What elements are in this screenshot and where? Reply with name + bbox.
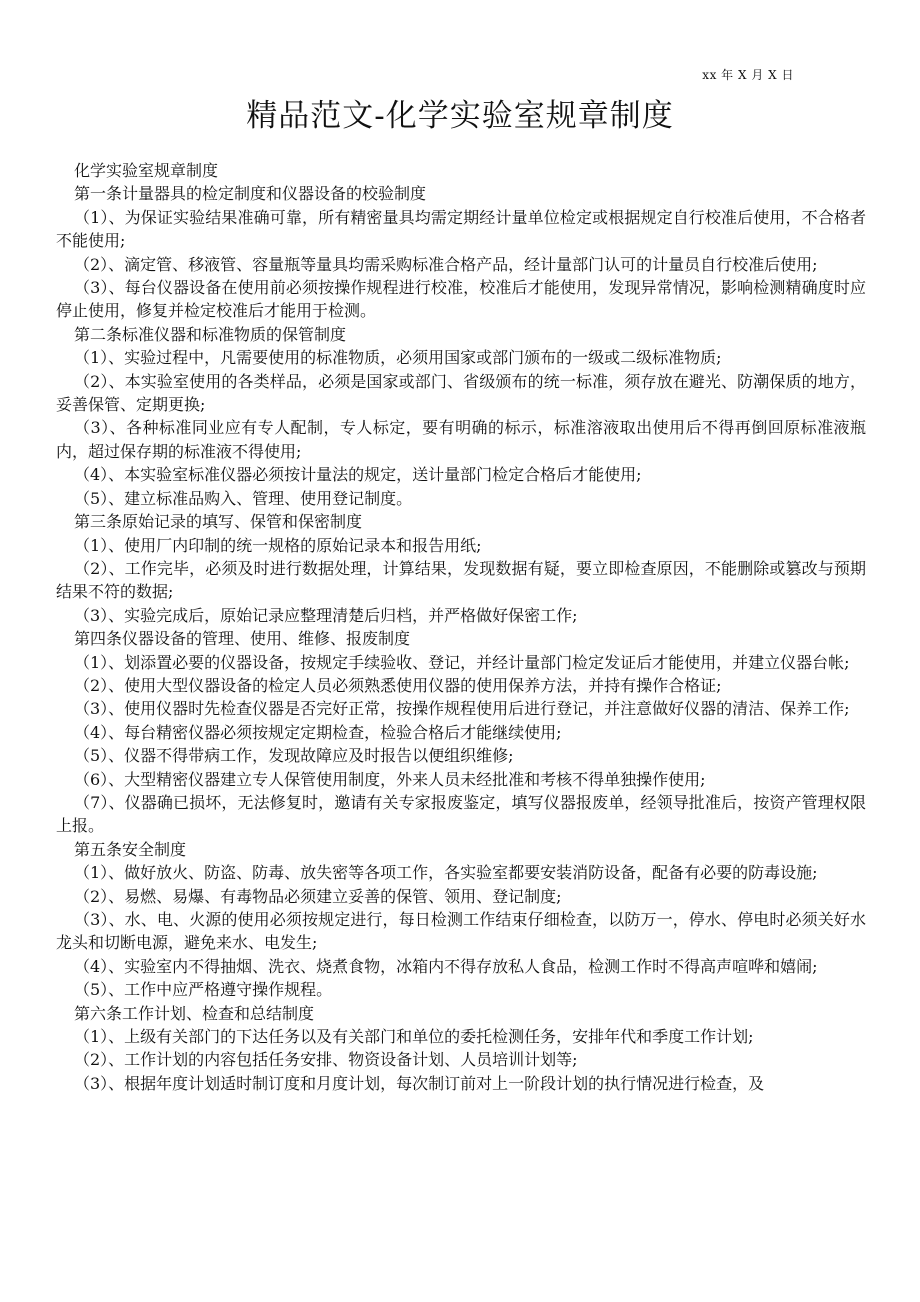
clause-5-4: （4）、实验室内不得抽烟、洗衣、烧煮食物，冰箱内不得存放私人食品，检测工作时不得高声喧哗和嬉闹; xyxy=(74,956,818,976)
clause-4-1: （1）、划添置必要的仪器设备，按规定手续验收、登记，并经计量部门检定发证后才能使用，并建立仪器台帐; xyxy=(74,652,850,672)
clause-2-3: （3）、各种标准同业应有专人配制，专人标定，要有明确的标示，标准溶液取出使用后不得再倒回原标准液瓶内，超过保存期的标准液不得使用; xyxy=(56,418,866,461)
clause-1-2: （2）、滴定管、移液管、容量瓶等量具均需采购标准合格产品，经计量部门认可的计量员自行校准后使用; xyxy=(74,254,818,274)
document-body xyxy=(56,159,866,1095)
article-heading-6: 第六条工作计划、检查和总结制度 xyxy=(74,1003,315,1023)
clause-3-1: （1）、使用厂内印制的统一规格的原始记录本和报告用纸; xyxy=(74,535,482,555)
clause-6-3: （3）、根据年度计划适时制订度和月度计划，每次制订前对上一阶段计划的执行情况进行检查，及 xyxy=(74,1073,765,1093)
clause-5-5: （5）、工作中应严格遵守操作规程。 xyxy=(74,980,333,1000)
clause-4-6: （6）、大型精密仪器建立专人保管使用制度，外来人员未经批准和考核不得单独操作使用; xyxy=(74,769,706,789)
clause-2-5: （5）、建立标准品购入、管理、使用登记制度。 xyxy=(74,488,413,508)
document-title: 精品范文-化学实验室规章制度 xyxy=(246,98,674,134)
heading-doc-title: 化学实验室规章制度 xyxy=(74,161,219,180)
article-heading-3: 第三条原始记录的填写、保管和保密制度 xyxy=(74,512,363,532)
clause-5-1: （1）、做好放火、防盗、防毒、放失密等各项工作，各实验室都要安装消防设备，配备有必要的防毒设施; xyxy=(74,863,818,883)
clause-6-2: （2）、工作计划的内容包括任务安排、物资设备计划、人员培训计划等; xyxy=(74,1050,578,1070)
clause-4-7: （7）、仪器确已损坏，无法修复时，邀请有关专家报废鉴定，填写仪器报废单，经领导批准后，按资产管理权限上报。 xyxy=(56,792,866,836)
clause-4-5: （5）、仪器不得带病工作，发现故障应及时报告以便组织维修; xyxy=(74,746,514,766)
clause-1-3: （3）、每台仪器设备在使用前必须按操作规程进行校准，校准后才能使用，发现异常情况，影响检测精确度时应停止使用，修复并检定校准后才能用于检测。 xyxy=(56,278,866,321)
clause-3-2: （2）、工作完毕，必须及时进行数据处理，计算结果，发现数据有疑，要立即检查原因，不能删除或篡改与预期结果不符的数据; xyxy=(56,558,866,602)
clause-2-2: （2）、本实验室使用的各类样品，必须是国家或部门、省级颁布的统一标准，须存放在避光、防潮保质的地方，妥善保管、定期更换; xyxy=(56,371,866,415)
article-heading-2: 第二条标准仪器和标准物质的保管制度 xyxy=(74,324,347,344)
article-heading-5: 第五条安全制度 xyxy=(74,839,187,859)
article-heading-4: 第四条仪器设备的管理、使用、维修、报废制度 xyxy=(74,629,411,649)
document-date: xx 年 X 月 X 日 xyxy=(702,68,794,82)
clause-4-3: （3）、使用仪器时先检查仪器是否完好正常，按操作规程使用后进行登记，并注意做好仪器的清洁、保养工作; xyxy=(74,699,850,719)
clause-4-2: （2）、使用大型仪器设备的检定人员必须熟悉使用仪器的使用保养方法，并持有操作合格证; xyxy=(74,675,722,695)
clause-2-4: （4）、本实验室标准仪器必须按计量法的规定，送计量部门检定合格后才能使用; xyxy=(74,465,642,485)
clause-1-1: （1）、为保证实验结果准确可靠，所有精密量具均需定期经计量单位检定或根据规定自行校准后使用，不合格者不能使用; xyxy=(56,207,866,251)
article-heading-1: 第一条计量器具的检定制度和仪器设备的校验制度 xyxy=(74,184,427,204)
clause-5-3: （3）、水、电、火源的使用必须按规定进行，每日检测工作结束仔细检查，以防万一，停水、停电时必须关好水龙头和切断电源，避免来水、电发生; xyxy=(56,910,866,953)
clause-4-4: （4）、每台精密仪器必须按规定定期检查，检验合格后才能继续使用; xyxy=(74,722,562,742)
clause-6-1: （1）、上级有关部门的下达任务以及有关部门和单位的委托检测任务，安排年代和季度工作计划; xyxy=(74,1027,754,1047)
clause-5-2: （2）、易燃、易爆、有毒物品必须建立妥善的保管、领用、登记制度; xyxy=(74,886,562,906)
clause-3-3: （3）、实验完成后，原始记录应整理清楚后归档，并严格做好保密工作; xyxy=(74,605,578,625)
clause-2-1: （1）、实验过程中，凡需要使用的标准物质，必须用国家或部门颁布的一级或二级标准物质; xyxy=(74,348,722,368)
